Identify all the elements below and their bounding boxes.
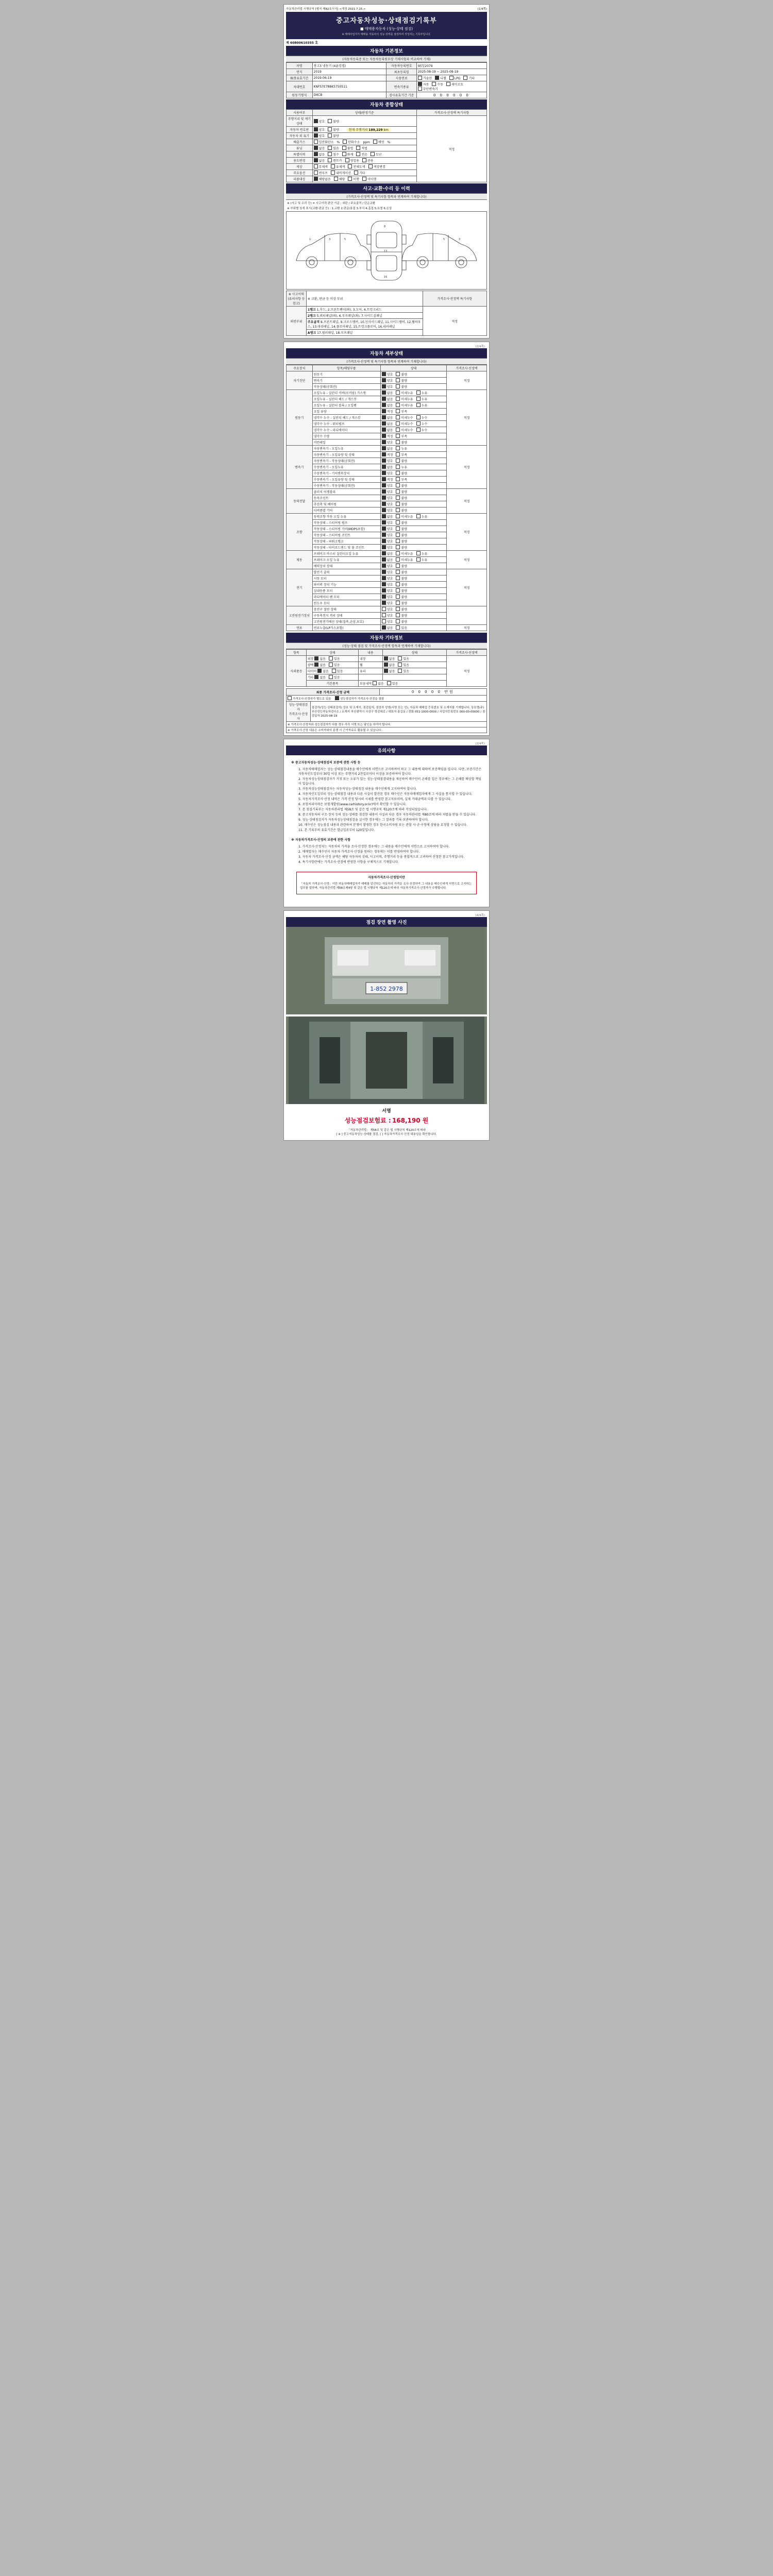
- page-tag-4: (4/4쪽): [475, 913, 485, 917]
- page-tag-3: (3/4쪽): [475, 742, 485, 745]
- etc-table: [286, 649, 487, 687]
- detail-item-label: 커먼레일: [312, 439, 380, 446]
- price-unit: 0 0 0 0 0 만원: [379, 689, 486, 696]
- detail-item-label: 작동상태 - 스티어링 조인트: [312, 532, 380, 538]
- detail-item-label: 수동변속기 - 기어변속장치: [312, 470, 380, 477]
- page-2: [283, 342, 490, 736]
- detail-item-state[interactable]: 양호 불량: [380, 569, 446, 575]
- svg-text:8: 8: [384, 225, 386, 228]
- detail-item-state[interactable]: 없음 미세누수 누수: [380, 427, 446, 433]
- svg-text:13: 13: [384, 250, 388, 253]
- detail-item-state[interactable]: 없음 미세누유 누유: [380, 402, 446, 409]
- accident-parts-left-label: 외판부위: [287, 307, 307, 336]
- detail-table: [286, 365, 487, 631]
- detail-group-0-name: 자기진단: [287, 371, 313, 390]
- overall-row-4-name: 튜닝: [287, 145, 313, 151]
- detail-row: [287, 514, 487, 520]
- basic-row-0-label1: 차명: [287, 63, 313, 69]
- etc-row: [287, 656, 487, 662]
- accident-legend-table: [286, 291, 487, 336]
- detail-item-label: 브레이크 오일 누유: [312, 557, 380, 563]
- detail-item-state[interactable]: 양호 불량: [380, 483, 446, 489]
- overall-col-val: 가격조사·산정액 특기사항: [416, 110, 486, 116]
- basic-odometer-digits: 0 0 0 0 0 0: [416, 92, 486, 98]
- notice-item: 3. 자동차성능상태점검자는 자동차성능·상태점검 내용을 매수인에게 고지하여야 합니다.: [298, 787, 417, 791]
- notice-head-1: ※ 중고자동차성능·상태점검의 보증에 관한 사항 등: [291, 761, 361, 765]
- detail-item-label: 와이퍼 장치 기능: [312, 582, 380, 588]
- basic-row-2-value1: 2019-06-19: [312, 75, 386, 81]
- detail-item-state[interactable]: 양호 불량: [380, 545, 446, 551]
- detail-row: [287, 551, 487, 557]
- price-left-label: 성능·상태점검자 가격조사·산정자: [287, 702, 311, 722]
- detail-item-label: 디퍼렌셜 기어: [312, 507, 380, 514]
- basic-fuel-options[interactable]: 가솔린 디젤 LPG 기타: [416, 75, 486, 81]
- footer-line-1: 「자동차관리법」 제58조 및 같은 법 시행규칙 제120조에 따라: [347, 1128, 426, 1132]
- detail-item-state[interactable]: 양호 불량: [380, 470, 446, 477]
- basic-row-0-label2: 자동차등록번호: [386, 63, 416, 69]
- detail-item-label: 작동상태 - 스티어링 기어(MDPS포함): [312, 526, 380, 532]
- svg-text:5: 5: [443, 238, 445, 241]
- overall-row-4-state[interactable]: 없음 있음 불법 적법: [312, 145, 416, 151]
- declaration-body: 「자동차 가격조사·산정」이란 자동차매매업자가 매매를 알선하는 자동차의 가격을 조사·산정하여 그 내용을 매수인에게 서면으로 고지하는 업무를 말하며, 자동차관리법 제58조제4항 및 같은 법 시행규칙 제120조에 따라 자동차가격조사·산정자가 수행합니다.: [300, 883, 472, 890]
- page-subtitle: ■ 매매용자동차 (성능·상태 점검): [360, 27, 413, 31]
- price-note-1: ※ 가격조사·산정자와 성능점검자가 다를 경우 각각 서명 또는 날인을 하여야 합니다.: [287, 722, 487, 727]
- detail-item-label: 냉각수 수량: [312, 433, 380, 439]
- basic-row-3-value1: KNFS7E788K5750511: [312, 81, 386, 92]
- detail-group-3-name: 동력전달: [287, 489, 313, 514]
- notice-item: 4. 자동차인도일부터 성능·상태점검 내용과 다른 사실이 발견된 경우 매수인은 자동차매매업자에게 그 사실을 통지할 수 있습니다.: [298, 792, 473, 796]
- inspection-fee-label: 성능점검보험료 :: [344, 1116, 391, 1124]
- page-subtitle-note: ※ 매매사업자가 매매용 자동차의 성능·상태를 점검하여 작성하는 기록부입니다.: [342, 33, 431, 36]
- detail-row: [287, 569, 487, 575]
- etc-group-label: 사외품등: [287, 656, 307, 687]
- detail-item-state[interactable]: 양호 불량: [380, 501, 446, 507]
- detail-item-label: 라디에이터 팬 모터: [312, 594, 380, 600]
- section-accident-note: (가격조사·산정액 및 특기사항 항목과 연계하여 기재합니다): [286, 193, 487, 200]
- section-basic-note: (자동차등록증 또는 자동차등록원부상 기재사항과 비교하여 기재): [286, 56, 487, 62]
- car-diagram-svg: [287, 212, 486, 289]
- etc-item-state-right[interactable]: 없음 있음: [382, 662, 446, 668]
- overall-row-9-state[interactable]: 해당없음 해당 이행 미이행: [312, 176, 416, 182]
- notice-item: 10. 매수인은 성능점검 내용과 관련하여 분쟁이 발생한 경우 한국소비자원 또는 관할 시·군·구청에 상담을 요청할 수 있습니다.: [298, 823, 467, 827]
- photo-front-svg: [286, 927, 487, 1014]
- overall-row-5-state[interactable]: 없음 침수 화재 전손 도난: [312, 151, 416, 158]
- detail-item-label: 연료누출(LP가스포함): [312, 625, 380, 631]
- detail-item-state[interactable]: 양호 불량: [380, 619, 446, 625]
- overall-row-7-name: 색상: [287, 164, 313, 170]
- svg-text:5: 5: [344, 238, 346, 241]
- detail-col-2: 항목/해당부품: [312, 365, 380, 371]
- accident-parts-row-2: 주요골격 8.프론트패널, 9.크로스멤버, 10.인사이드패널, 11.사이드멤버, 12.휠하우스, 13.대쉬패널, 14.플로어패널, 15.트렁크플로어, 16.리어패널: [306, 319, 423, 330]
- detail-item-label: 충전구 절연 상태: [312, 606, 380, 613]
- section-overall-bar: 자동차 종합상태: [286, 99, 487, 109]
- overall-row-0-state[interactable]: 양호 불량: [312, 116, 416, 127]
- detail-item-label: 수동변속기 - 작동상태(공회전): [312, 483, 380, 489]
- detail-item-state[interactable]: 없음 누유: [380, 464, 446, 470]
- section-detail-bar: 자동차 세부상태: [286, 348, 487, 358]
- detail-item-state[interactable]: 양호 불량: [380, 371, 446, 378]
- overall-row-3-state[interactable]: 일산화탄소 % 탄화수소 ppm 매연 %: [312, 139, 416, 145]
- detail-group-4-name: 조향: [287, 514, 313, 551]
- photo-underbody: [286, 1016, 487, 1104]
- basic-info-table: [286, 62, 487, 98]
- overall-row-1-name: 자동차 번호판: [287, 127, 313, 133]
- etc-col-3: 내용: [359, 650, 383, 656]
- detail-group-3-price: 적정: [447, 489, 487, 514]
- detail-item-state[interactable]: 적정 부족: [380, 433, 446, 439]
- detail-item-state[interactable]: 양호 불량: [380, 507, 446, 514]
- detail-item-label: 작동상태(공회전): [312, 384, 380, 390]
- detail-item-state[interactable]: 양호 불량: [380, 613, 446, 619]
- etc-col-4: 가격조사·산정액: [447, 650, 487, 656]
- detail-item-label: 원동기: [312, 371, 380, 378]
- detail-item-label: 브레이크 마스터 실린더오일 누유: [312, 551, 380, 557]
- basic-odometer-label: 검사유효기간 기준: [386, 92, 416, 98]
- overall-row-8-state[interactable]: 썬루프 내비게이션 기타: [312, 170, 416, 176]
- detail-item-state[interactable]: 양호 불량: [380, 594, 446, 600]
- basic-row-5-value1: D4CB: [312, 92, 386, 98]
- detail-group-2-name: 변속기: [287, 446, 313, 489]
- detail-item-state[interactable]: 양호 불량: [380, 439, 446, 446]
- detail-item-label: 수동변속기 - 오일누유: [312, 464, 380, 470]
- detail-item-state[interactable]: 양호 불량: [380, 520, 446, 526]
- overall-row-3-name: 배출가스: [287, 139, 313, 145]
- notice-item-2: 2. 매매업자는 매수인이 자동차 가격조사·산정을 원하는 경우에는 이를 반영하여야 합니다.: [298, 850, 420, 854]
- section-notice-bar: 유의사항: [286, 745, 487, 755]
- etc-item-label-left: 기타 없음 있음: [306, 674, 358, 681]
- section-detail-note: (가격조사·산정액 및 특기사항 항목과 연계하여 기재합니다): [286, 358, 487, 365]
- overall-row-2-state[interactable]: 양호 불량: [312, 133, 416, 139]
- basic-trans-options[interactable]: 자동 수동 세미오토무단변속기: [416, 81, 486, 92]
- detail-item-state[interactable]: 적정 부족: [380, 477, 446, 483]
- detail-item-label: 추진축 및 베어링: [312, 501, 380, 507]
- detail-item-state[interactable]: 양호 불량: [380, 538, 446, 545]
- page-4: [283, 910, 490, 1141]
- section-etc-note: (성능·상태 점검 및 가격조사·산정액 항목과 연계하여 기재합니다): [286, 642, 487, 649]
- detail-item-state[interactable]: 양호 불량: [380, 600, 446, 606]
- detail-group-5-price: 적정: [447, 551, 487, 569]
- detail-group-7-price: [447, 606, 487, 625]
- detail-row: [287, 390, 487, 396]
- detail-group-6-name: 전기: [287, 569, 313, 606]
- etc-col-1: 항목: [287, 650, 307, 656]
- overall-row-5-name: 특별이력: [287, 151, 313, 158]
- plate-number: 1-852 2978: [370, 985, 403, 992]
- detail-group-4-price: 적정: [447, 514, 487, 551]
- overall-table: [286, 109, 487, 182]
- overall-right-value: 적정: [416, 116, 486, 182]
- basic-row-3-label1: 차대번호: [287, 81, 313, 92]
- svg-text:16: 16: [384, 276, 388, 279]
- detail-item-label: 자동변속기 - 오일누유: [312, 446, 380, 452]
- notice-head-2: ※ 자동차가격조사·산정의 보증에 관한 사항: [291, 838, 351, 842]
- basic-row-5-label1: 원동기형식: [287, 92, 313, 98]
- svg-text:1: 1: [309, 238, 311, 241]
- accident-legend-sub: ※ 교환, 판금 등 이상 부위: [306, 291, 423, 307]
- section-photo-bar: 점검 장면 촬영 사진: [286, 917, 487, 927]
- detail-item-label: 동력조향 작동 오일 누유: [312, 514, 380, 520]
- svg-text:3: 3: [329, 238, 331, 241]
- form-legal-note: 자동차관리법 시행규칙 [별지 제82호서식] <개정 2021.7.15.>: [286, 8, 366, 11]
- basic-row-1-value1: 2019: [312, 69, 386, 75]
- detail-item-label: 자동변속기 - 작동상태(공회전): [312, 458, 380, 464]
- detail-item-label: 실내송풍 모터: [312, 588, 380, 594]
- detail-group-5-name: 제동: [287, 551, 313, 569]
- detail-item-state[interactable]: 없음 미세누유 누유: [380, 551, 446, 557]
- basic-row-1-label2: 최초등록일: [386, 69, 416, 75]
- detail-item-label: 클러치 어셈블리: [312, 489, 380, 495]
- accident-line1: ※ (사고 및 수리 등) = 사고이력 판단 기준 : 외판 / 주요골격 / 단순교환: [287, 202, 376, 205]
- page-1: [283, 4, 490, 338]
- detail-group-7-name: 고전원전기장치: [287, 606, 313, 625]
- detail-item-label: 발전기 출력: [312, 569, 380, 575]
- accident-parts-row-0: 1랭크 1.후드, 2.프론트펜더(좌), 3.도어, 4.트렁크리드: [306, 307, 423, 313]
- detail-row: [287, 446, 487, 452]
- detail-item-state[interactable]: 양호 불량: [380, 575, 446, 582]
- doc-number-value: 60800610355: [290, 41, 314, 45]
- detail-item-state[interactable]: 적정 부족: [380, 409, 446, 415]
- notice-item: 1. 자동차매매업자는 성능·상태점검내용을 매수인에게 서면으로 고지하여야 하고 그 내용에 대하여 보증책임을 집니다. 다만, 보증기간은 자동차인도일부터 30일 이상 또는 주행거리 2천킬로미터 이상을 보증하여야 합니다.: [298, 768, 482, 776]
- detail-item-label: 오일 유량: [312, 409, 380, 415]
- photo-front: [286, 927, 487, 1014]
- overall-row-6-name: 용도변경: [287, 158, 313, 164]
- detail-group-6-price: 적정: [447, 569, 487, 606]
- detail-item-label: 작동상태 - 스티어링 펌프: [312, 520, 380, 526]
- notice-item-2: 1. 가격조사·산정자는 자동차의 가격을 조사·산정한 경우에는 그 내용을 매수인에게 서면으로 고지하여야 합니다.: [298, 845, 450, 849]
- detail-item-label: 시동 모터: [312, 575, 380, 582]
- detail-item-state[interactable]: 양호 불량: [380, 378, 446, 384]
- detail-item-label: 구동축전지 격리 상태: [312, 613, 380, 619]
- detail-item-label: 냉각수 누수 - 워터펌프: [312, 421, 380, 427]
- detail-item-label: 등속조인트: [312, 495, 380, 501]
- detail-item-label: 자동변속기 - 오일유량 및 상태: [312, 452, 380, 458]
- basic-row-2-label1: 検査유효기간: [287, 75, 313, 81]
- detail-item-label: 작동상태 - 파워크랭크: [312, 538, 380, 545]
- overall-row-8-name: 주요옵션: [287, 170, 313, 176]
- detail-row: [287, 371, 487, 378]
- basic-row-1-label1: 연식: [287, 69, 313, 75]
- detail-item-state[interactable]: 양호 불량: [380, 495, 446, 501]
- accident-right-col: 가격조사·산정액 특기사항: [423, 291, 486, 307]
- detail-item-state[interactable]: 없음 미세누유 누유: [380, 396, 446, 402]
- accident-legend-title: ※ 사고이력 (유의사항 등 참고): [287, 291, 307, 307]
- price-title: 최종 가격조사·산정 금액: [287, 689, 380, 696]
- detail-item-state[interactable]: 없음 누유: [380, 446, 446, 452]
- detail-item-state[interactable]: 없음 미세누수 누수: [380, 415, 446, 421]
- accident-parts-row-3: A랭크 17.필러패널, 18.루프패널: [306, 330, 423, 336]
- detail-item-state[interactable]: 없음 미세누수 누수: [380, 421, 446, 427]
- detail-item-label: 냉각수 누수 - 실린더 헤드 / 개스킷: [312, 415, 380, 421]
- detail-col-1: 주요장치: [287, 365, 313, 371]
- detail-item-state[interactable]: 양호 불량: [380, 582, 446, 588]
- detail-col-3: 상태: [380, 365, 446, 371]
- notice-item-2: 3. 자동차 가격조사·산정 금액은 해당 자동차의 상태, 사고이력, 주행거리 등을 종합적으로 고려하여 산정한 참고가격입니다.: [298, 855, 465, 859]
- mileage-readout: 현재 주행거리 189,229 km: [347, 128, 390, 132]
- basic-row-3-label2: 변속기종류: [386, 81, 416, 92]
- section-accident-bar: 사고·교환·수리 등 이력: [286, 183, 487, 193]
- accident-right-value: 적정: [423, 307, 486, 336]
- etc-item-label-right: [359, 674, 383, 681]
- etc-col-2: 상태: [306, 650, 358, 656]
- detail-item-label: 오일누유 - 실린더 커버(로커암) 가스켓: [312, 390, 380, 396]
- overall-row-2-name: 자동차 외 표기: [287, 133, 313, 139]
- detail-row: [287, 606, 487, 613]
- page-tag-2: (2/4쪽): [475, 345, 485, 348]
- detail-item-state[interactable]: 양호 불량: [380, 489, 446, 495]
- doc-number-suffix: 호: [315, 41, 318, 45]
- detail-item-label: 고전원전기배선 상태(접촉,손상,보호): [312, 619, 380, 625]
- detail-item-label: 오일누유 - 실린더 블록 / 오일팬: [312, 402, 380, 409]
- detail-row: [287, 625, 487, 631]
- detail-group-8-name: 연료: [287, 625, 313, 631]
- detail-item-label: 작동상태 - 타이로드엔드 및 볼 조인트: [312, 545, 380, 551]
- basic-row-1-value2: 2025-08-19 ~ 2025-08-19: [416, 69, 486, 75]
- price-checkbox-row[interactable]: 가격조사·산정자가 별도로 있음 성능점검자가 가격조사·산정을 겸함: [287, 696, 487, 702]
- overall-row-9-name: 리콜대상: [287, 176, 313, 182]
- footer-line-2: [ ※ ] 중고자동차성능·상태를 점검, [ ] 자동차가격조사·산정 내용임을 확인합니다.: [336, 1132, 437, 1136]
- detail-item-state[interactable]: 양호 불량: [380, 532, 446, 538]
- page-tag-1: (1/4쪽): [477, 8, 487, 11]
- overall-row-7-state[interactable]: 무채색 유채색 전체도색 색상변경: [312, 164, 416, 170]
- etc-col-3b: 상태: [382, 650, 446, 656]
- detail-group-1-price: 적정: [447, 390, 487, 446]
- signature-label: 서명: [382, 1108, 391, 1114]
- etc-extra-state[interactable]: 보유내역 없음 있음: [359, 681, 447, 687]
- etc-item-label-right: 휠: [359, 662, 383, 668]
- basic-row-0-value2: 95일2079: [416, 63, 486, 69]
- basic-row-2-label2: 사용연료: [386, 75, 416, 81]
- detail-item-state[interactable]: 양호 불량: [380, 384, 446, 390]
- detail-item-label: 윈도우 모터: [312, 600, 380, 606]
- etc-item-label-right: 유리: [359, 668, 383, 674]
- notice-item-2: 4. 특기사항란에는 가격조사·산정에 반영한 사항을 구체적으로 기재합니다.: [298, 860, 399, 864]
- notice-item: 5. 자동차가격조사·산정 내역은 가격 산정 당시의 시세를 반영한 참고자료이며, 실제 거래금액과 다를 수 있습니다.: [298, 798, 452, 801]
- basic-row-0-value1: 봉고3 냉동기 (4륜킹캡): [312, 63, 386, 69]
- detail-item-label: 냉각수 누수 - 라디에이터: [312, 427, 380, 433]
- etc-item-state-right[interactable]: 없음 있음: [382, 668, 446, 674]
- price-body: 점검자(성능·상태점검자) 상호 및 소재지, 점검일자, 점검자 성명(서명 또는 인), 자동차 매매업 등록번호 및 소재지를 기재합니다. 상호명(주)부산성능자동차검사소 / 소재지 부산광역시 사상구 학감대로 / 대표자 홍길동 / 전화 051-1000-0000 / 사업자등록번호 000-00-00000 / 점검일자 2025-08-19: [310, 702, 486, 722]
- accident-line2: ※ 부위별 상세 표시(교환·판금 등) : 1.교환 2.판금/용접 3.부식 4.흠집 5.요철 6.손상: [287, 207, 392, 210]
- page-title: 중고자동차성능·상태점검기록부: [336, 17, 437, 25]
- notice-item: 9. 성능·상태점검자가 자동차성능상태점검을 실시한 경우에는 그 결과를 기록·보관하여야 합니다.: [298, 818, 429, 822]
- etc-item-label-left: 광택 없음 있음: [306, 662, 358, 668]
- etc-item-state-right[interactable]: 없음 있음: [382, 656, 446, 662]
- overall-row-0-name: 주행거리 및 계기상태: [287, 116, 313, 127]
- detail-item-state[interactable]: 없음 미세누유 누유: [380, 390, 446, 396]
- detail-item-state[interactable]: 양호 불량: [380, 588, 446, 594]
- detail-item-state[interactable]: 적정 부족: [380, 452, 446, 458]
- detail-group-0-price: 적정: [447, 371, 487, 390]
- detail-col-4: 가격조사·산정액: [447, 365, 487, 371]
- notice-item: 2. 자동차성능상태점검자가 거짓 또는 오류가 있는 성능·상태점검내용을 제공하여 매수인이 손해를 입은 경우에는 그 손해를 배상할 책임이 있습니다.: [298, 777, 482, 786]
- overall-row-1-state[interactable]: 양호 불량 현재 주행거리 189,229 km: [312, 127, 416, 133]
- etc-item-state-right[interactable]: [382, 674, 446, 681]
- detail-group-1-name: 원동기: [287, 390, 313, 446]
- detail-item-label: 수동변속기 - 오일유량 및 상태: [312, 477, 380, 483]
- detail-group-8-price: 적정: [447, 625, 487, 631]
- etc-extra-label: 기본품목: [306, 681, 358, 687]
- etc-item-label-left: 외장 없음 있음: [306, 656, 358, 662]
- notice-item: 7. 본 점검기록부는 자동차관리법 제58조 및 같은 법 시행규칙 제120조에 따라 작성되었습니다.: [298, 808, 428, 811]
- detail-group-2-price: 적정: [447, 446, 487, 489]
- detail-item-label: 오일누유 - 실린더 헤드 / 개스킷: [312, 396, 380, 402]
- notice-item: 11. 본 기록부의 유효기간은 발급일로부터 120일입니다.: [298, 828, 375, 832]
- overall-row-6-state[interactable]: 없음 렌트카 영업용 관용: [312, 158, 416, 164]
- detail-row: [287, 489, 487, 495]
- price-table: [286, 688, 487, 733]
- section-basic-bar: 자동차 기본정보: [286, 46, 487, 56]
- detail-item-state[interactable]: 없음 있음: [380, 625, 446, 631]
- page-3: [283, 739, 490, 907]
- inspection-fee-value: 168,190 원: [392, 1116, 429, 1124]
- detail-item-state[interactable]: 없음 미세누유 누유: [380, 514, 446, 520]
- accident-parts-row-1: 2랭크 5.쿼터패널(좌), 6.루프패널(좌), 7.사이드실패널: [306, 313, 423, 319]
- etc-item-label-left: 타이어 없음 있음: [306, 668, 358, 674]
- detail-item-state[interactable]: 양호 불량: [380, 458, 446, 464]
- detail-item-state[interactable]: 양호 불량: [380, 563, 446, 569]
- detail-item-state[interactable]: 없음 미세누유 누유: [380, 557, 446, 563]
- photo-underbody-svg: [286, 1016, 487, 1104]
- section-etc-bar: 자동차 기타정보: [286, 633, 487, 642]
- overall-col-state: 상태/판정기준: [312, 110, 416, 116]
- price-note-2: ※ 가격조사·산정 내용은 소비자와의 분쟁 시 근거자료로 활용될 수 있습니다.: [287, 727, 487, 733]
- car-diagram: [286, 211, 487, 290]
- declaration-title: 자동차가격조사·산정업이란: [368, 876, 405, 879]
- detail-item-state[interactable]: 양호 불량: [380, 526, 446, 532]
- detail-item-label: 배력장치 상태: [312, 563, 380, 569]
- detail-item-label: 변속기: [312, 378, 380, 384]
- notice-item: 8. 중고자동차의 구조·장치 등의 성능·상태를 점검한 내용이 사실과 다른 경우 자동차관리법 제80조에 따라 처벌을 받을 수 있습니다.: [298, 813, 477, 817]
- notice-item: 6. 보험처리이력은 보험개발원(www.carhistory.or.kr)에서 확인할 수 있습니다.: [298, 803, 407, 806]
- etc-price-value: 적정: [447, 656, 487, 687]
- doc-number-label: 제: [286, 41, 289, 45]
- detail-item-state[interactable]: 양호 불량: [380, 606, 446, 613]
- svg-text:3: 3: [459, 238, 461, 241]
- overall-col-use: 사용여부: [287, 110, 313, 116]
- etc-item-label-right: 내장: [359, 656, 383, 662]
